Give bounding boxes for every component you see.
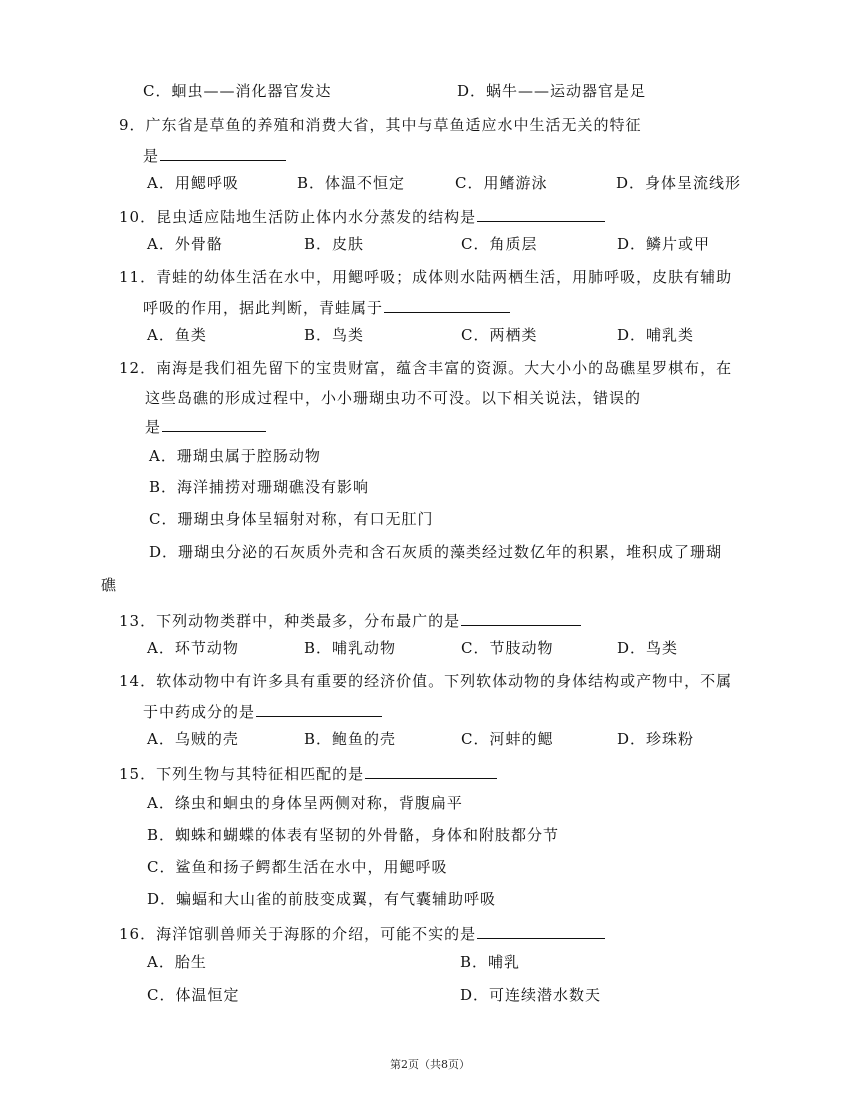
q10-stem-text: 10．昆虫适应陆地生活防止体内水分蒸发的结构是: [119, 208, 477, 226]
q9-stem-text: 是: [143, 147, 160, 165]
q15-stem-text: 15．下列生物与其特征相匹配的是: [119, 765, 365, 783]
q11-option-b: B．鸟类: [304, 326, 365, 344]
q10-option-c: C．角质层: [461, 235, 538, 253]
q11-stem-line1: 11．青蛙的幼体生活在水中，用鳃呼吸；成体则水陆两栖生活，用肺呼吸，皮肤有辅助: [119, 268, 733, 286]
q16-option-b: B．哺乳: [460, 953, 521, 971]
q11-stem-text: 呼吸的作用，据此判断，青蛙属于: [143, 299, 384, 317]
q9-option-c: C．用鳍游泳: [455, 174, 548, 192]
q15-option-d: D．蝙蝠和大山雀的前肢变成翼，有气囊辅助呼吸: [147, 890, 497, 908]
page-number-footer: 第2页（共8页）: [390, 1058, 470, 1071]
q8-option-d: D．蜗牛——运动器官是足: [457, 82, 647, 100]
q9-option-b: B．体温不恒定: [297, 174, 406, 192]
q12-stem-line1: 12．南海是我们祖先留下的宝贵财富，蕴含丰富的资源。大大小小的岛礁星罗棋布，在: [119, 359, 733, 377]
q11-option-a: A．鱼类: [147, 326, 207, 344]
q11-option-d: D．哺乳类: [617, 326, 695, 344]
q12-option-d-line1: D．珊瑚虫分泌的石灰质外壳和含石灰质的藻类经过数亿年的积累，堆积成了珊瑚: [149, 543, 723, 561]
answer-blank: [477, 922, 605, 939]
answer-blank: [461, 609, 581, 626]
q12-option-d-line2: 礁: [101, 576, 118, 594]
q12-option-b: B．海洋捕捞对珊瑚礁没有影响: [149, 478, 370, 496]
q10-option-d: D．鳞片或甲: [617, 235, 711, 253]
q9-option-a: A．用鳃呼吸: [147, 174, 239, 192]
answer-blank: [256, 700, 382, 717]
q13-option-d: D．鸟类: [617, 639, 679, 657]
q11-option-c: C．两栖类: [461, 326, 538, 344]
q13-option-c: C．节肢动物: [461, 639, 554, 657]
answer-blank: [477, 205, 605, 222]
q12-stem-text: 是: [145, 418, 162, 436]
q14-stem-line1: 14．软体动物中有许多具有重要的经济价值。下列软体动物的身体结构或产物中，不属: [119, 672, 733, 690]
q10-option-a: A．外骨骼: [147, 235, 223, 253]
q16-option-a: A．胎生: [147, 953, 207, 971]
q9-option-d: D．身体呈流线形: [616, 174, 742, 192]
q16-option-d: D．可连续潜水数天: [460, 986, 602, 1004]
q14-stem-line2: [143, 700, 382, 722]
q12-stem-line3: [145, 415, 266, 437]
q12-option-c: C．珊瑚虫身体呈辐射对称，有口无肛门: [149, 510, 434, 528]
q12-option-a: A．珊瑚虫属于腔肠动物: [149, 447, 321, 465]
q14-option-b: B．鲍鱼的壳: [304, 730, 397, 748]
q12-stem-line2: 这些岛礁的形成过程中，小小珊瑚虫功不可没。以下相关说法，错误的: [145, 389, 642, 407]
q14-stem-text: 于中药成分的是: [143, 703, 256, 721]
q10-option-b: B．皮肤: [304, 235, 365, 253]
q9-stem-line2: [143, 144, 286, 166]
q14-option-c: C．河蚌的鳃: [461, 730, 554, 748]
answer-blank: [160, 144, 286, 161]
q16-option-c: C．体温恒定: [147, 986, 240, 1004]
q10-stem: [119, 205, 605, 227]
q15-option-c: C．鲨鱼和扬子鳄都生活在水中，用鳃呼吸: [147, 858, 448, 876]
q9-stem-line1: 9．广东省是草鱼的养殖和消费大省，其中与草鱼适应水中生活无关的特征: [119, 116, 642, 134]
q11-stem-line2: [143, 296, 510, 318]
answer-blank: [365, 762, 497, 779]
q14-option-d: D．珍珠粉: [617, 730, 695, 748]
q14-option-a: A．乌贼的壳: [147, 730, 239, 748]
q13-stem: [119, 609, 581, 631]
q16-stem: [119, 922, 605, 944]
q8-option-c: C．蛔虫——消化器官发达: [143, 82, 332, 100]
q13-option-b: B．哺乳动物: [304, 639, 397, 657]
q15-stem: [119, 762, 497, 784]
q16-stem-text: 16．海洋馆驯兽师关于海豚的介绍，可能不实的是: [119, 925, 477, 943]
q13-stem-text: 13．下列动物类群中，种类最多，分布最广的是: [119, 612, 461, 630]
q15-option-b: B．蜘蛛和蝴蝶的体表有坚韧的外骨骼，身体和附肢都分节: [147, 826, 560, 844]
q15-option-a: A．绦虫和蛔虫的身体呈两侧对称，背腹扁平: [147, 794, 463, 812]
answer-blank: [162, 415, 266, 432]
q13-option-a: A．环节动物: [147, 639, 239, 657]
answer-blank: [384, 296, 510, 313]
